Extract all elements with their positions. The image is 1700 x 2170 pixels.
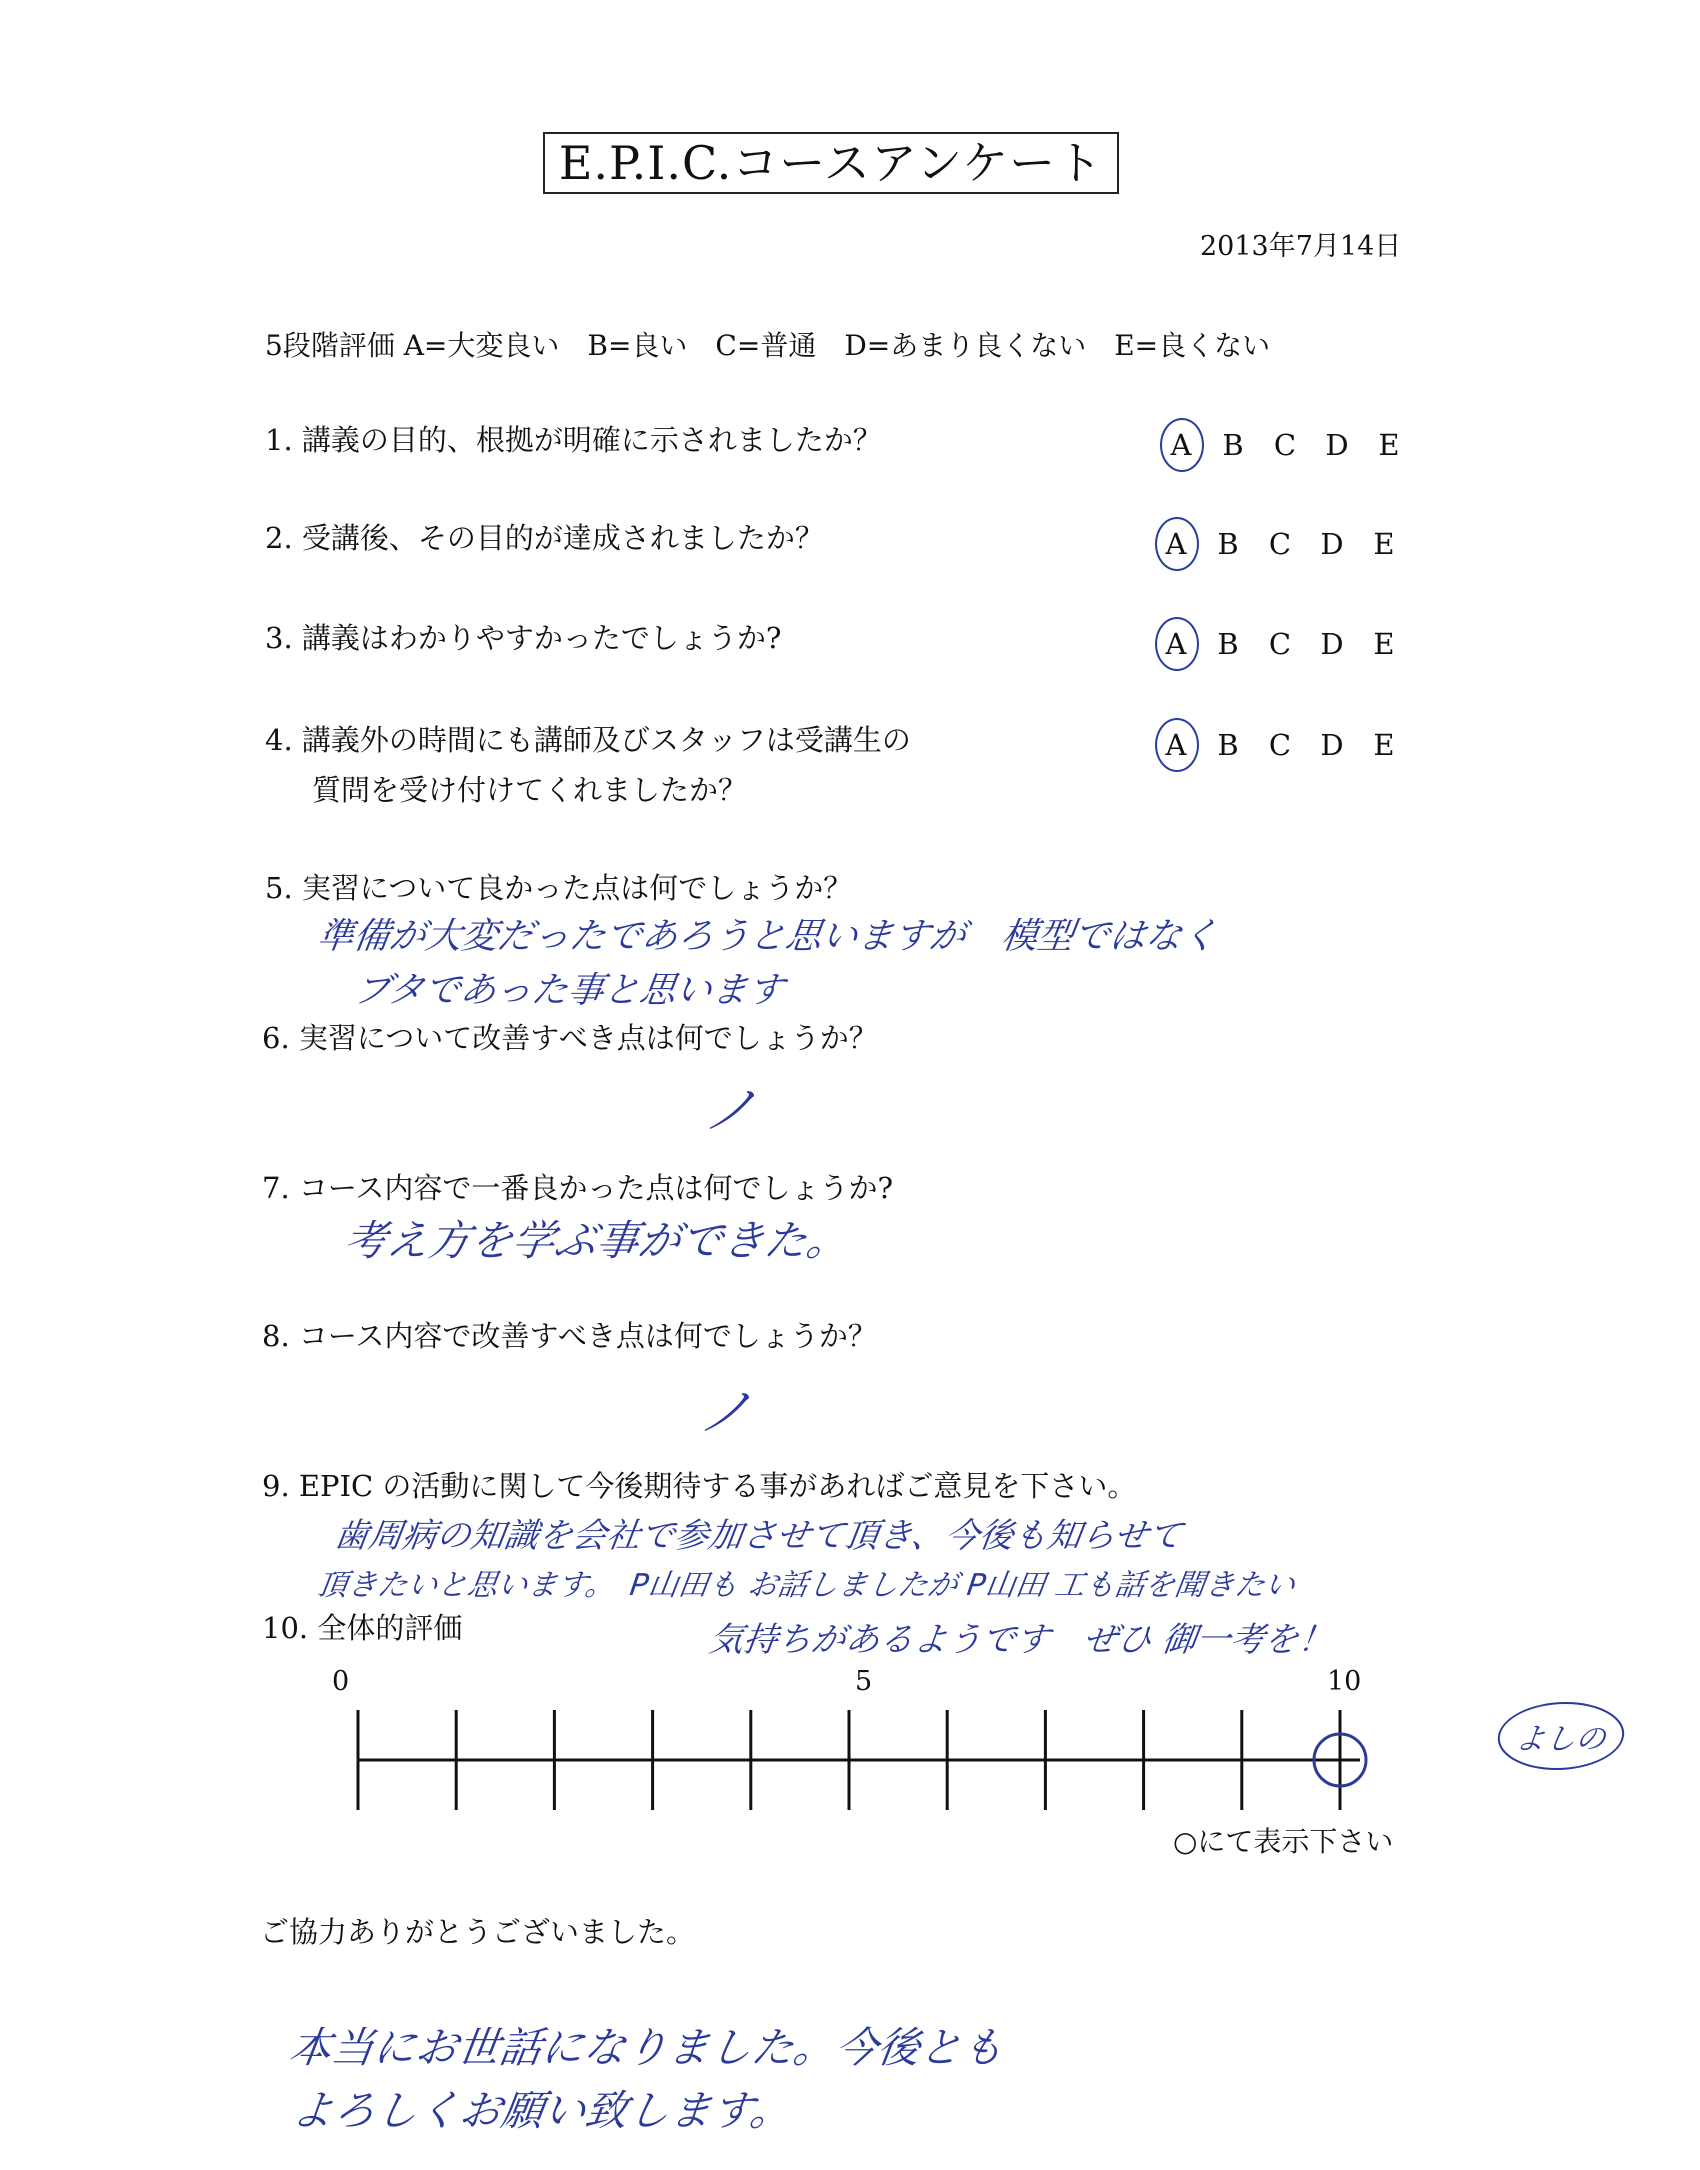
closing-note-line1: 本当にお世話になりました。今後とも [286, 2023, 1008, 2072]
rating-legend: 5段階評価 A=大変良い B=良い C=普通 D=あまり良くない E=良くない [265, 329, 1271, 362]
question-3-options [1150, 627, 1410, 661]
option-e[interactable]: E [1378, 428, 1400, 462]
scale-min-label: 0 [332, 1666, 350, 1697]
question-5: 5. 実習について良かった点は何でしょうか？ [265, 871, 853, 905]
answer-9-line1: 歯周病の知識を会社で参加させて頂き、今後も知らせて [331, 1516, 1185, 1556]
question-2-options [1150, 527, 1410, 561]
option-e[interactable]: E [1373, 527, 1395, 561]
scale-max-label: 10 [1327, 1666, 1362, 1697]
question-1: 1. 講義の目的、根拠が明確に示されましたか？ [265, 423, 882, 457]
thanks-message: ご協力ありがとうございました。 [260, 1915, 696, 1949]
option-b[interactable]: B [1217, 728, 1239, 762]
option-e[interactable]: E [1373, 728, 1395, 762]
option-a-selected[interactable]: A [1150, 627, 1202, 661]
option-a-selected[interactable]: A [1150, 527, 1202, 561]
question-4: 4. 講義外の時間にも講師及びスタッフは受講生の [265, 723, 911, 757]
question-10: 10. 全体的評価 [262, 1611, 463, 1645]
option-b[interactable]: B [1222, 428, 1244, 462]
scale-mid-label: 5 [855, 1666, 873, 1697]
answer-5-line1: 準備が大変だったであろうと思いますが 模型ではなく [314, 916, 1221, 957]
closing-note-line2: よろしくお願い致します。 [288, 2086, 796, 2135]
survey-date: 2013年7月14日 [1200, 231, 1402, 262]
rating-scale [340, 1700, 1380, 1820]
answer-8: ノ [695, 1383, 756, 1443]
option-d[interactable]: D [1320, 527, 1344, 561]
option-a-selected[interactable]: A [1155, 428, 1207, 462]
question-1-options [1155, 428, 1415, 462]
option-c[interactable]: C [1268, 728, 1292, 762]
option-c[interactable]: C [1268, 627, 1292, 661]
option-c[interactable]: C [1268, 527, 1292, 561]
answer-9-line2: 頂きたいと思います。 P山田も お話しましたが P山田 工も話を聞きたい [315, 1568, 1298, 1603]
option-d[interactable]: D [1325, 428, 1349, 462]
option-b[interactable]: B [1217, 627, 1239, 661]
signature-stamp: よしの [1493, 1702, 1629, 1770]
question-9: 9. EPIC の活動に関して今後期待する事があればご意見を下さい。 [262, 1469, 1137, 1503]
answer-9-line3: 気持ちがあるようです ぜひ 御一考を！ [706, 1620, 1336, 1660]
option-d[interactable]: D [1320, 728, 1344, 762]
rating-instruction: ○にて表示下さい [1173, 1825, 1394, 1858]
option-d[interactable]: D [1320, 627, 1344, 661]
question-3: 3. 講義はわかりやすかったでしょうか? [265, 621, 782, 655]
question-7: 7. コース内容で一番良かった点は何でしょうか? [262, 1171, 893, 1205]
question-4-line2: 質問を受け付けてくれましたか？ [312, 773, 748, 807]
answer-5-line2: ブタであった事と思います [351, 970, 787, 1011]
option-b[interactable]: B [1217, 527, 1239, 561]
option-a-selected[interactable]: A [1150, 728, 1202, 762]
question-8: 8. コース内容で改善すべき点は何でしょうか？ [262, 1319, 877, 1353]
question-2: 2. 受講後、その目的が達成されましたか？ [265, 521, 824, 555]
answer-6: ノ [700, 1081, 761, 1141]
answer-7: 考え方を学ぶ事ができた。 [341, 1216, 853, 1265]
option-c[interactable]: C [1273, 428, 1297, 462]
question-6: 6. 実習について改善すべき点は何でしょうか？ [262, 1021, 878, 1055]
survey-title: E.P.I.C.コースアンケート [543, 132, 1119, 194]
option-e[interactable]: E [1373, 627, 1395, 661]
question-4-options [1150, 728, 1410, 762]
